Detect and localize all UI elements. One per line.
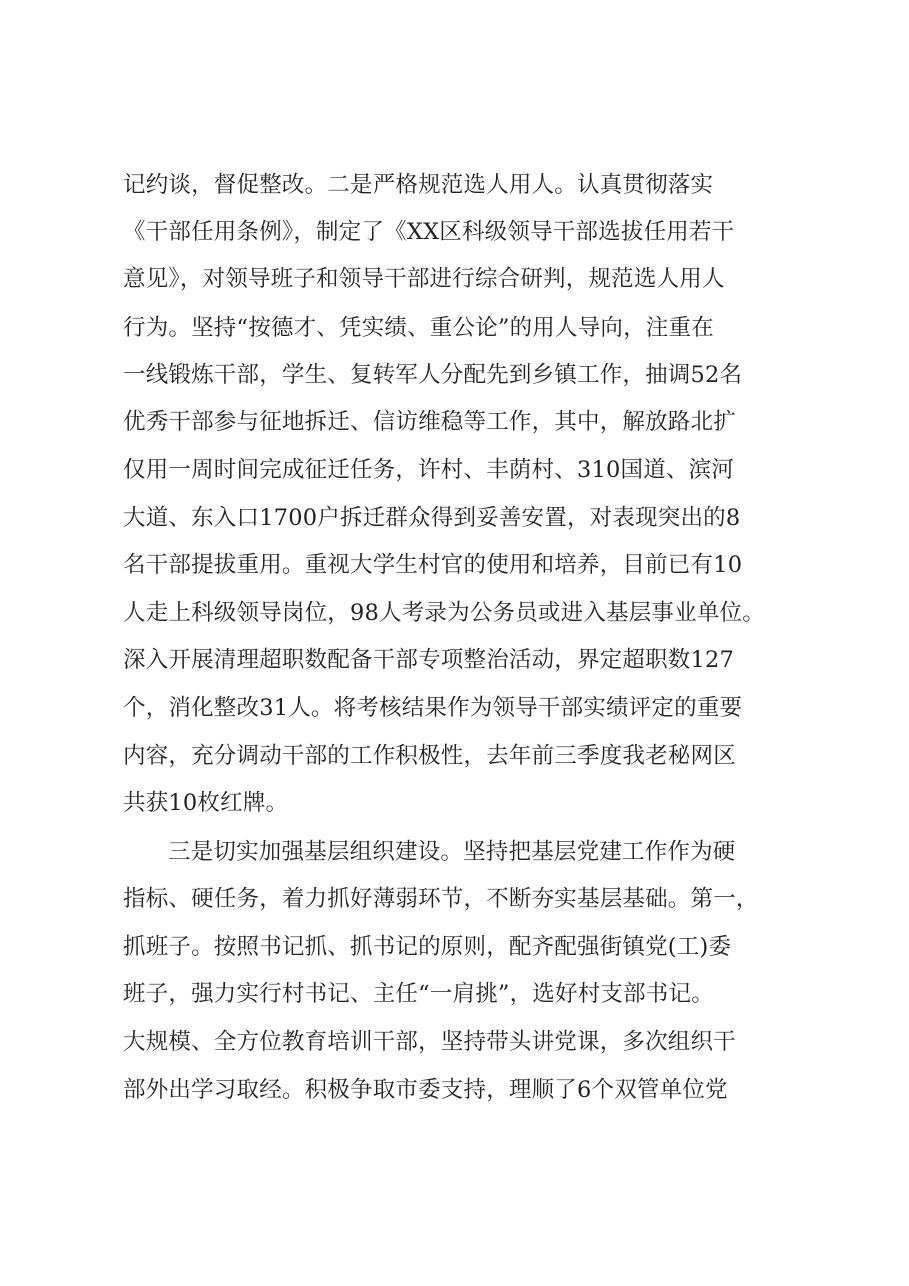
text-line: 名干部提拔重用。重视大学生村官的使用和培养，目前已有10 — [123, 552, 743, 578]
text-line: 抓班子。按照书记抓、抓书记的原则，配齐配强街镇党(工)委 — [123, 934, 732, 960]
text-line: 指标、硬任务，着力抓好薄弱环节，不断夯实基层基础。第一， — [123, 886, 759, 912]
text-line: 共获10枚红牌。 — [123, 790, 289, 816]
text-line: 大道、东入口1700户拆迁群众得到妥善安置，对表现突出的8 — [123, 505, 741, 531]
text-line: 行为。坚持“按德才、凭实绩、重公论”的用人导向，注重在 — [123, 315, 714, 341]
text-line: 班子，强力实行村书记、主任“一肩挑”，选好村支部书记。 — [123, 981, 714, 1007]
text-line: 仅用一周时间完成征迁任务，许村、丰荫村、310国道、滨河 — [123, 457, 735, 483]
text-line: 人走上科级领导岗位，98人考录为公务员或进入基层事业单位。 — [123, 600, 765, 626]
paragraph-first-line: 三是切实加强基层组织建设。坚持把基层党建工作作为硬 — [168, 839, 736, 865]
text-line: 《干部任用条例》，制定了《XX区科级领导干部选拔任用若干 — [123, 219, 735, 245]
text-line: 记约谈，督促整改。二是严格规范选人用人。认真贯彻落实 — [123, 172, 714, 198]
text-line: 深入开展清理超职数配备干部专项整治活动，界定超职数127 — [123, 647, 735, 673]
text-line: 意见》，对领导班子和领导干部进行综合研判，规范选人用人 — [123, 266, 725, 292]
text-line: 大规模、全方位教育培训干部，坚持带头讲党课，多次组织干 — [123, 1029, 736, 1055]
text-line: 内容，充分调动干部的工作积极性，去年前三季度我老秘网区 — [123, 743, 736, 769]
text-line: 个，消化整改31人。将考核结果作为领导干部实绩评定的重要 — [123, 695, 743, 721]
text-line: 优秀干部参与征地拆迁、信访维稳等工作，其中，解放路北扩 — [123, 409, 736, 435]
text-line: 一线锻炼干部，学生、复转军人分配先到乡镇工作，抽调52名 — [123, 362, 743, 388]
text-line: 部外出学习取经。积极争取市委支持，理顺了6个双管单位党 — [123, 1077, 728, 1103]
